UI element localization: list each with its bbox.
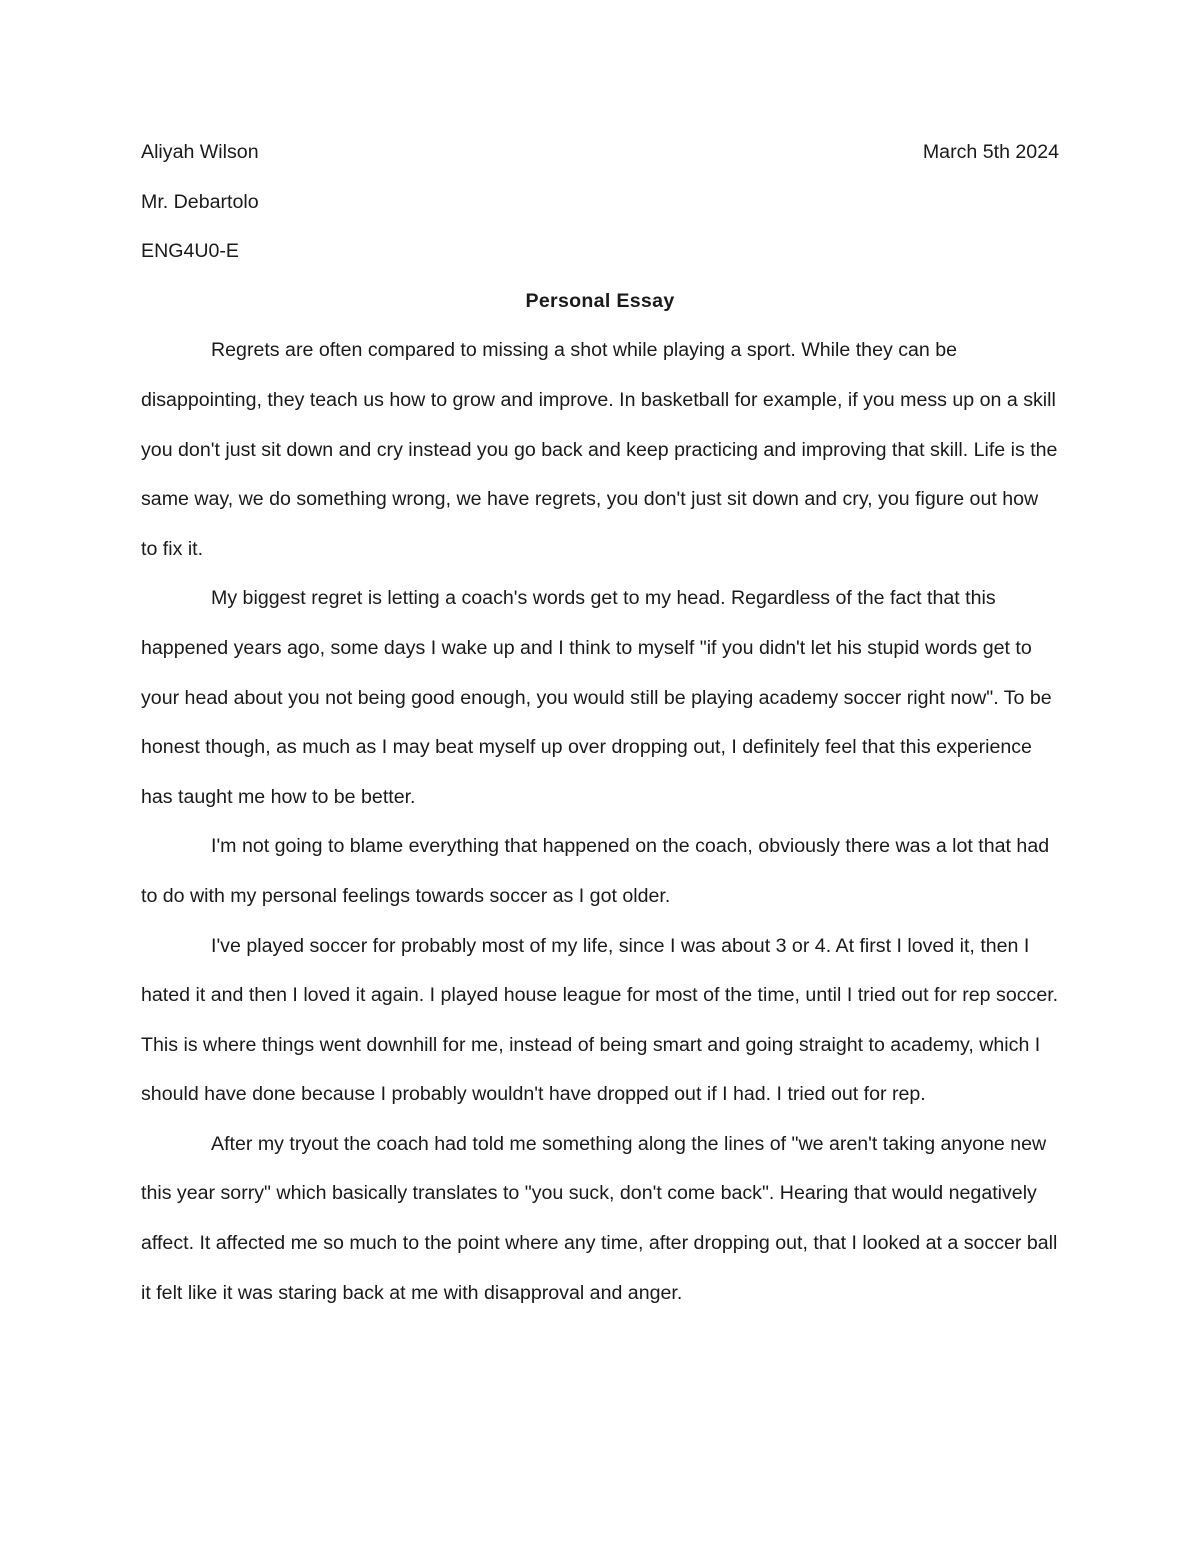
paragraph-5: After my tryout the coach had told me something along the lines of "we aren't taking anyone new this year sorry" which basically translates to "you suck, don't come back". Hearing that would negatively affect. It affected me so much to the point where any time, after dropping out, that I looked at a soccer ball it felt like it was staring back at me with disapproval and anger. [141,1132,1058,1304]
teacher-name: Mr. Debartolo [141,190,259,213]
author-name: Aliyah Wilson [141,141,259,163]
paragraph-4: I've played soccer for probably most of my life, since I was about 3 or 4. At first I loved it, then I hated it and then I loved it again. I played house league for most of the time, until I tried out for rep soccer. This is where things went downhill for me, instead of being smart and going straight to academy, which I should have done because I probably wouldn't have dropped out if I had. I tried out for rep. [141,934,1059,1106]
paragraph-1: Regrets are often compared to missing a shot while playing a sport. While they can be disappointing, they teach us how to grow and improve. In basketball for example, if you mess up on a skill you don't just sit down and cry instead you go back and keep practicing and improving that skill. Life is the same way, we do something wrong, we have regrets, you don't just sit down and cry, you figure out how to fix it. [141,339,1058,560]
paragraph-2: My biggest regret is letting a coach's words get to my head. Regardless of the fact that this happened years ago, some days I wake up and I think to myself "if you didn't let his stupid words get to your head about you not being good enough, you would still be playing academy soccer right now". To be honest though, as much as I may beat myself up over dropping out, I definitely feel that this experience has taught me how to be better. [141,587,1052,808]
essay-date: March 5th 2024 [922,141,1059,163]
header-row [141,128,1059,178]
course-code: ENG4U0-E [141,240,239,263]
essay-title: Personal Essay [525,289,675,312]
paragraph-3: I'm not going to blame everything that happened on the coach, obviously there was a lot that had to do with my personal feelings towards soccer as I got older. [141,835,1050,907]
essay-body [141,128,1059,1318]
